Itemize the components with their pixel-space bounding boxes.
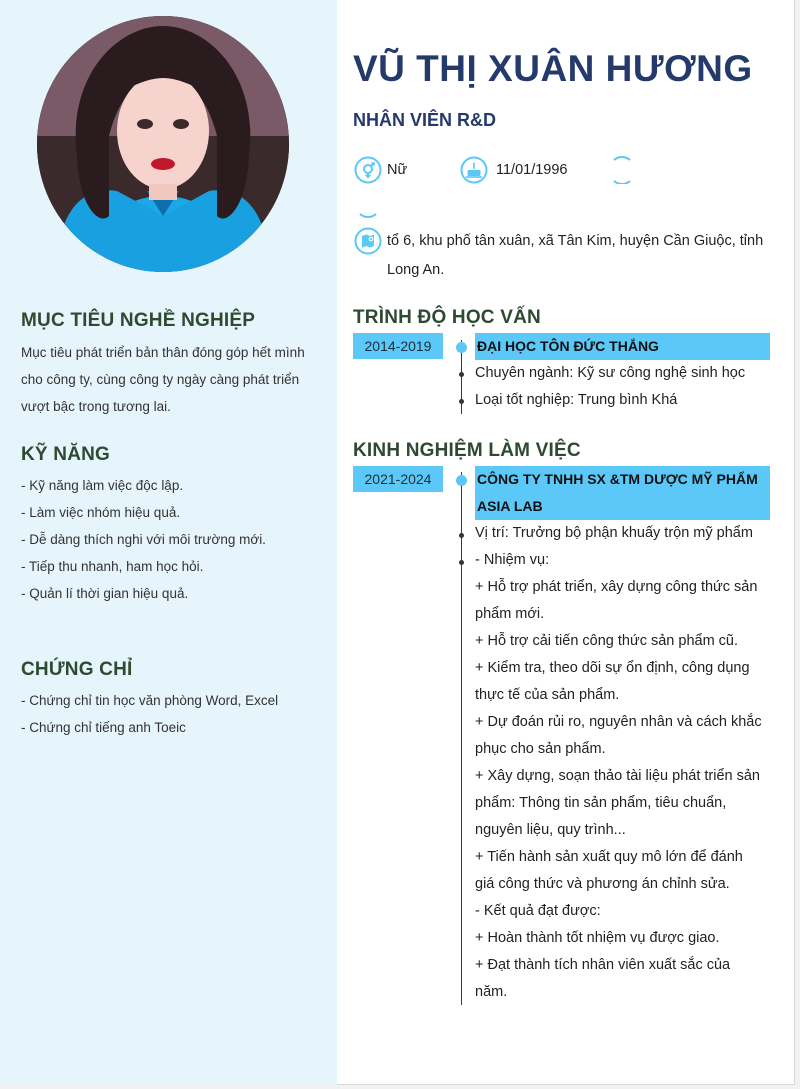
objective-heading: MỤC TIÊU NGHỀ NGHIỆP: [21, 310, 256, 331]
experience-line: + Xây dựng, soạn thảo tài liệu phát triển sản: [475, 768, 760, 784]
education-heading: TRÌNH ĐỘ HỌC VẤN: [353, 307, 541, 328]
experience-line: + Hỗ trợ phát triển, xây dựng công thức sản: [475, 579, 758, 595]
objective-line: cho công ty, cùng công ty ngày càng phát triển: [21, 372, 300, 387]
skill-item: - Tiếp thu nhanh, ham học hỏi.: [21, 559, 204, 574]
experience-line: phẩm mới.: [475, 606, 545, 622]
skill-item: - Quản lí thời gian hiệu quả.: [21, 586, 189, 601]
job-title: NHÂN VIÊN R&D: [353, 110, 497, 130]
skills-list: [21, 472, 325, 607]
sidebar: [0, 0, 337, 1085]
candidate-name: VŨ THỊ XUÂN HƯƠNG: [353, 48, 753, 89]
timeline-bullet: [459, 399, 464, 404]
experience-line: + Hoàn thành tốt nhiệm vụ được giao.: [475, 930, 720, 946]
experience-line: phục cho sản phẩm.: [475, 741, 606, 757]
experience-line: nguyên liệu, quy trình...: [475, 822, 626, 838]
experience-line: giá công thức và phương án chỉnh sửa.: [475, 876, 730, 892]
school-name: ĐẠI HỌC TÔN ĐỨC THẮNG: [475, 333, 770, 360]
address-line: Long An.: [387, 262, 445, 278]
education-grade: Loại tốt nghiệp: Trung bình Khá: [475, 392, 678, 408]
experience-line: + Kiểm tra, theo dõi sự ổn định, công dụng: [475, 660, 750, 676]
gender-icon: [354, 156, 382, 184]
education-years: 2014-2019: [353, 333, 443, 359]
experience-line: Vị trí: Trưởng bộ phận khuấy trộn mỹ phẩm: [475, 525, 753, 541]
experience-years: 2021-2024: [353, 466, 443, 492]
birthday-value: 11/01/1996: [496, 162, 568, 178]
experience-line: thực tế của sản phẩm.: [475, 687, 620, 703]
experience-line: phẩm: Thông tin sản phẩm, tiêu chuẩn,: [475, 795, 727, 811]
experience-line: - Nhiệm vụ:: [475, 552, 550, 568]
experience-line: + Dự đoán rủi ro, nguyên nhân và cách khắc: [475, 714, 762, 730]
skill-item: - Kỹ năng làm việc độc lập.: [21, 478, 184, 493]
experience-timeline: [461, 472, 462, 1005]
company-name-line: CÔNG TY TNHH SX &TM DƯỢC MỸ PHẨM: [477, 471, 758, 487]
gender-value: Nữ: [387, 162, 408, 178]
partial-icon: [354, 200, 382, 220]
timeline-bullet: [459, 372, 464, 377]
objective-text: [21, 339, 325, 420]
timeline-bullet: [459, 560, 464, 565]
experience-line: năm.: [475, 984, 508, 1000]
skill-item: - Dễ dàng thích nghi với môi trường mới.: [21, 532, 266, 547]
experience-line: + Hỗ trợ cải tiến công thức sản phẩm cũ.: [475, 633, 739, 649]
experience-line: - Kết quả đạt được:: [475, 903, 601, 919]
certificate-item: - Chứng chỉ tiếng anh Toeic: [21, 720, 186, 735]
certificate-item: - Chứng chỉ tin học văn phòng Word, Excel: [21, 693, 279, 708]
address-line: tổ 6, khu phố tân xuân, xã Tân Kim, huyện Cần Giuộc, tỉnh: [387, 233, 764, 249]
timeline-marker: [456, 475, 467, 486]
certificates-heading: CHỨNG CHỈ: [21, 659, 133, 680]
objective-line: vượt bậc trong tương lai.: [21, 399, 171, 414]
education-major: Chuyên ngành: Kỹ sư công nghệ sinh học: [475, 365, 746, 381]
birthday-cake-icon: [460, 156, 488, 184]
skill-item: - Làm việc nhóm hiệu quả.: [21, 505, 181, 520]
company-name: [475, 466, 770, 520]
experience-line: + Tiến hành sản xuất quy mô lớn để đánh: [475, 849, 743, 865]
timeline-marker: [456, 342, 467, 353]
profile-photo: [37, 16, 289, 272]
partial-icon: [608, 156, 636, 184]
timeline-bullet: [459, 533, 464, 538]
experience-heading: KINH NGHIỆM LÀM VIỆC: [353, 440, 581, 461]
experience-line: + Đạt thành tích nhân viên xuất sắc của: [475, 957, 731, 973]
location-map-icon: [354, 227, 382, 255]
objective-line: Mục tiêu phát triển bản thân đóng góp hết mình: [21, 345, 305, 360]
certificates-list: [21, 687, 325, 741]
address: [387, 227, 782, 285]
company-name-line: ASIA LAB: [477, 498, 543, 514]
skills-heading: KỸ NĂNG: [21, 444, 111, 465]
